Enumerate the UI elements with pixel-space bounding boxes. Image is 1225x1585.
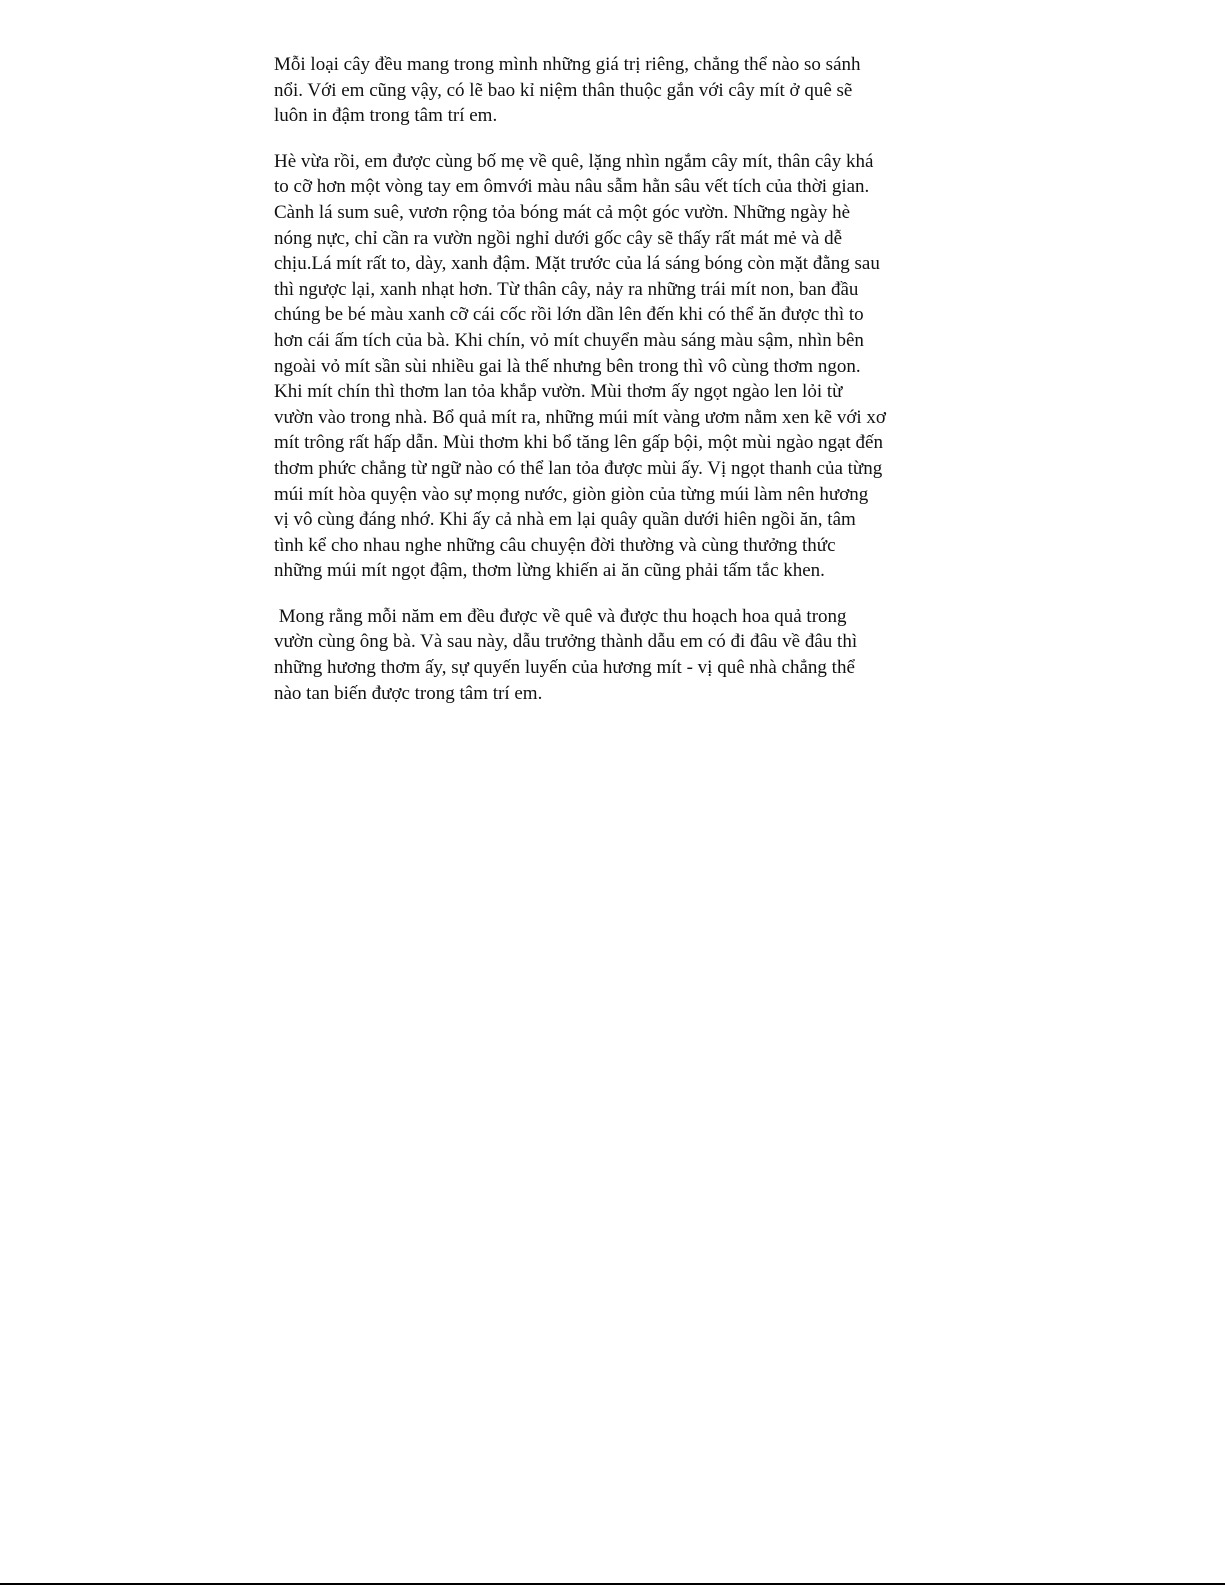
- text-line: những múi mít ngọt đậm, thơm lừng khiến ai ăn cũng phải tấm tắc khen.: [274, 560, 825, 582]
- text-line: to cỡ hơn một vòng tay em ômvới màu nâu sẫm hằn sâu vết tích của thời gian.: [274, 176, 870, 198]
- text-line: vườn vào trong nhà. Bổ quả mít ra, những múi mít vàng ươm nằm xen kẽ với xơ: [274, 406, 886, 428]
- text-line: tình kể cho nhau nghe những câu chuyện đời thường và cùng thưởng thức: [274, 534, 836, 556]
- paragraph-conclusion: [274, 604, 954, 706]
- text-line: vị vô cùng đáng nhớ. Khi ấy cả nhà em lại quây quần dưới hiên ngồi ăn, tâm: [274, 509, 856, 531]
- text-line: luôn in đậm trong tâm trí em.: [274, 105, 498, 127]
- text-line: thì ngược lại, xanh nhạt hơn. Từ thân cây, nảy ra những trái mít non, ban đầu: [274, 278, 859, 300]
- paragraph-body: [274, 149, 954, 584]
- text-line: vườn cùng ông bà. Và sau này, dẫu trưởng thành dẫu em có đi đâu về đâu thì: [274, 631, 858, 653]
- text-line: Khi mít chín thì thơm lan tỏa khắp vườn. Mùi thơm ấy ngọt ngào len lỏi từ: [274, 381, 843, 403]
- text-line: hơn cái ấm tích của bà. Khi chín, vỏ mít chuyển màu sáng màu sậm, nhìn bên: [274, 329, 864, 351]
- text-line: nào tan biến được trong tâm trí em.: [274, 682, 543, 704]
- paragraph-intro: [274, 52, 954, 129]
- text-line: mít trông rất hấp dẫn. Mùi thơm khi bổ tăng lên gấp bội, một mùi ngào ngạt đến: [274, 432, 883, 454]
- text-line: Mong rằng mỗi năm em đều được về quê và được thu hoạch hoa quả trong: [274, 605, 847, 627]
- text-line: nóng nực, chỉ cần ra vườn ngồi nghỉ dưới gốc cây sẽ thấy rất mát mẻ và dễ: [274, 227, 843, 249]
- text-line: nổi. Với em cũng vậy, có lẽ bao kỉ niệm thân thuộc gắn với cây mít ở quê sẽ: [274, 79, 853, 101]
- text-line: những hương thơm ấy, sự quyến luyến của hương mít - vị quê nhà chẳng thể: [274, 657, 855, 679]
- text-line: chúng be bé màu xanh cỡ cái cốc rồi lớn dần lên đến khi có thể ăn được thì to: [274, 304, 864, 326]
- text-line: thơm phức chẳng từ ngữ nào có thể lan tỏa được mùi ấy. Vị ngọt thanh của từng: [274, 457, 883, 479]
- text-line: Mỗi loại cây đều mang trong mình những giá trị riêng, chẳng thể nào so sánh: [274, 54, 861, 75]
- text-line: ngoài vỏ mít sần sùi nhiều gai là thế nhưng bên trong thì vô cùng thơm ngon.: [274, 355, 861, 377]
- text-line: múi mít hòa quyện vào sự mọng nước, giòn giòn của từng múi làm nên hương: [274, 483, 869, 505]
- text-line: Hè vừa rồi, em được cùng bố mẹ về quê, lặng nhìn ngắm cây mít, thân cây khá: [274, 150, 874, 172]
- document-body: [274, 52, 954, 726]
- text-line: Cành lá sum suê, vươn rộng tỏa bóng mát cả một góc vườn. Những ngày hè: [274, 201, 851, 223]
- text-line: chịu.Lá mít rất to, dày, xanh đậm. Mặt trước của lá sáng bóng còn mặt đằng sau: [274, 253, 880, 275]
